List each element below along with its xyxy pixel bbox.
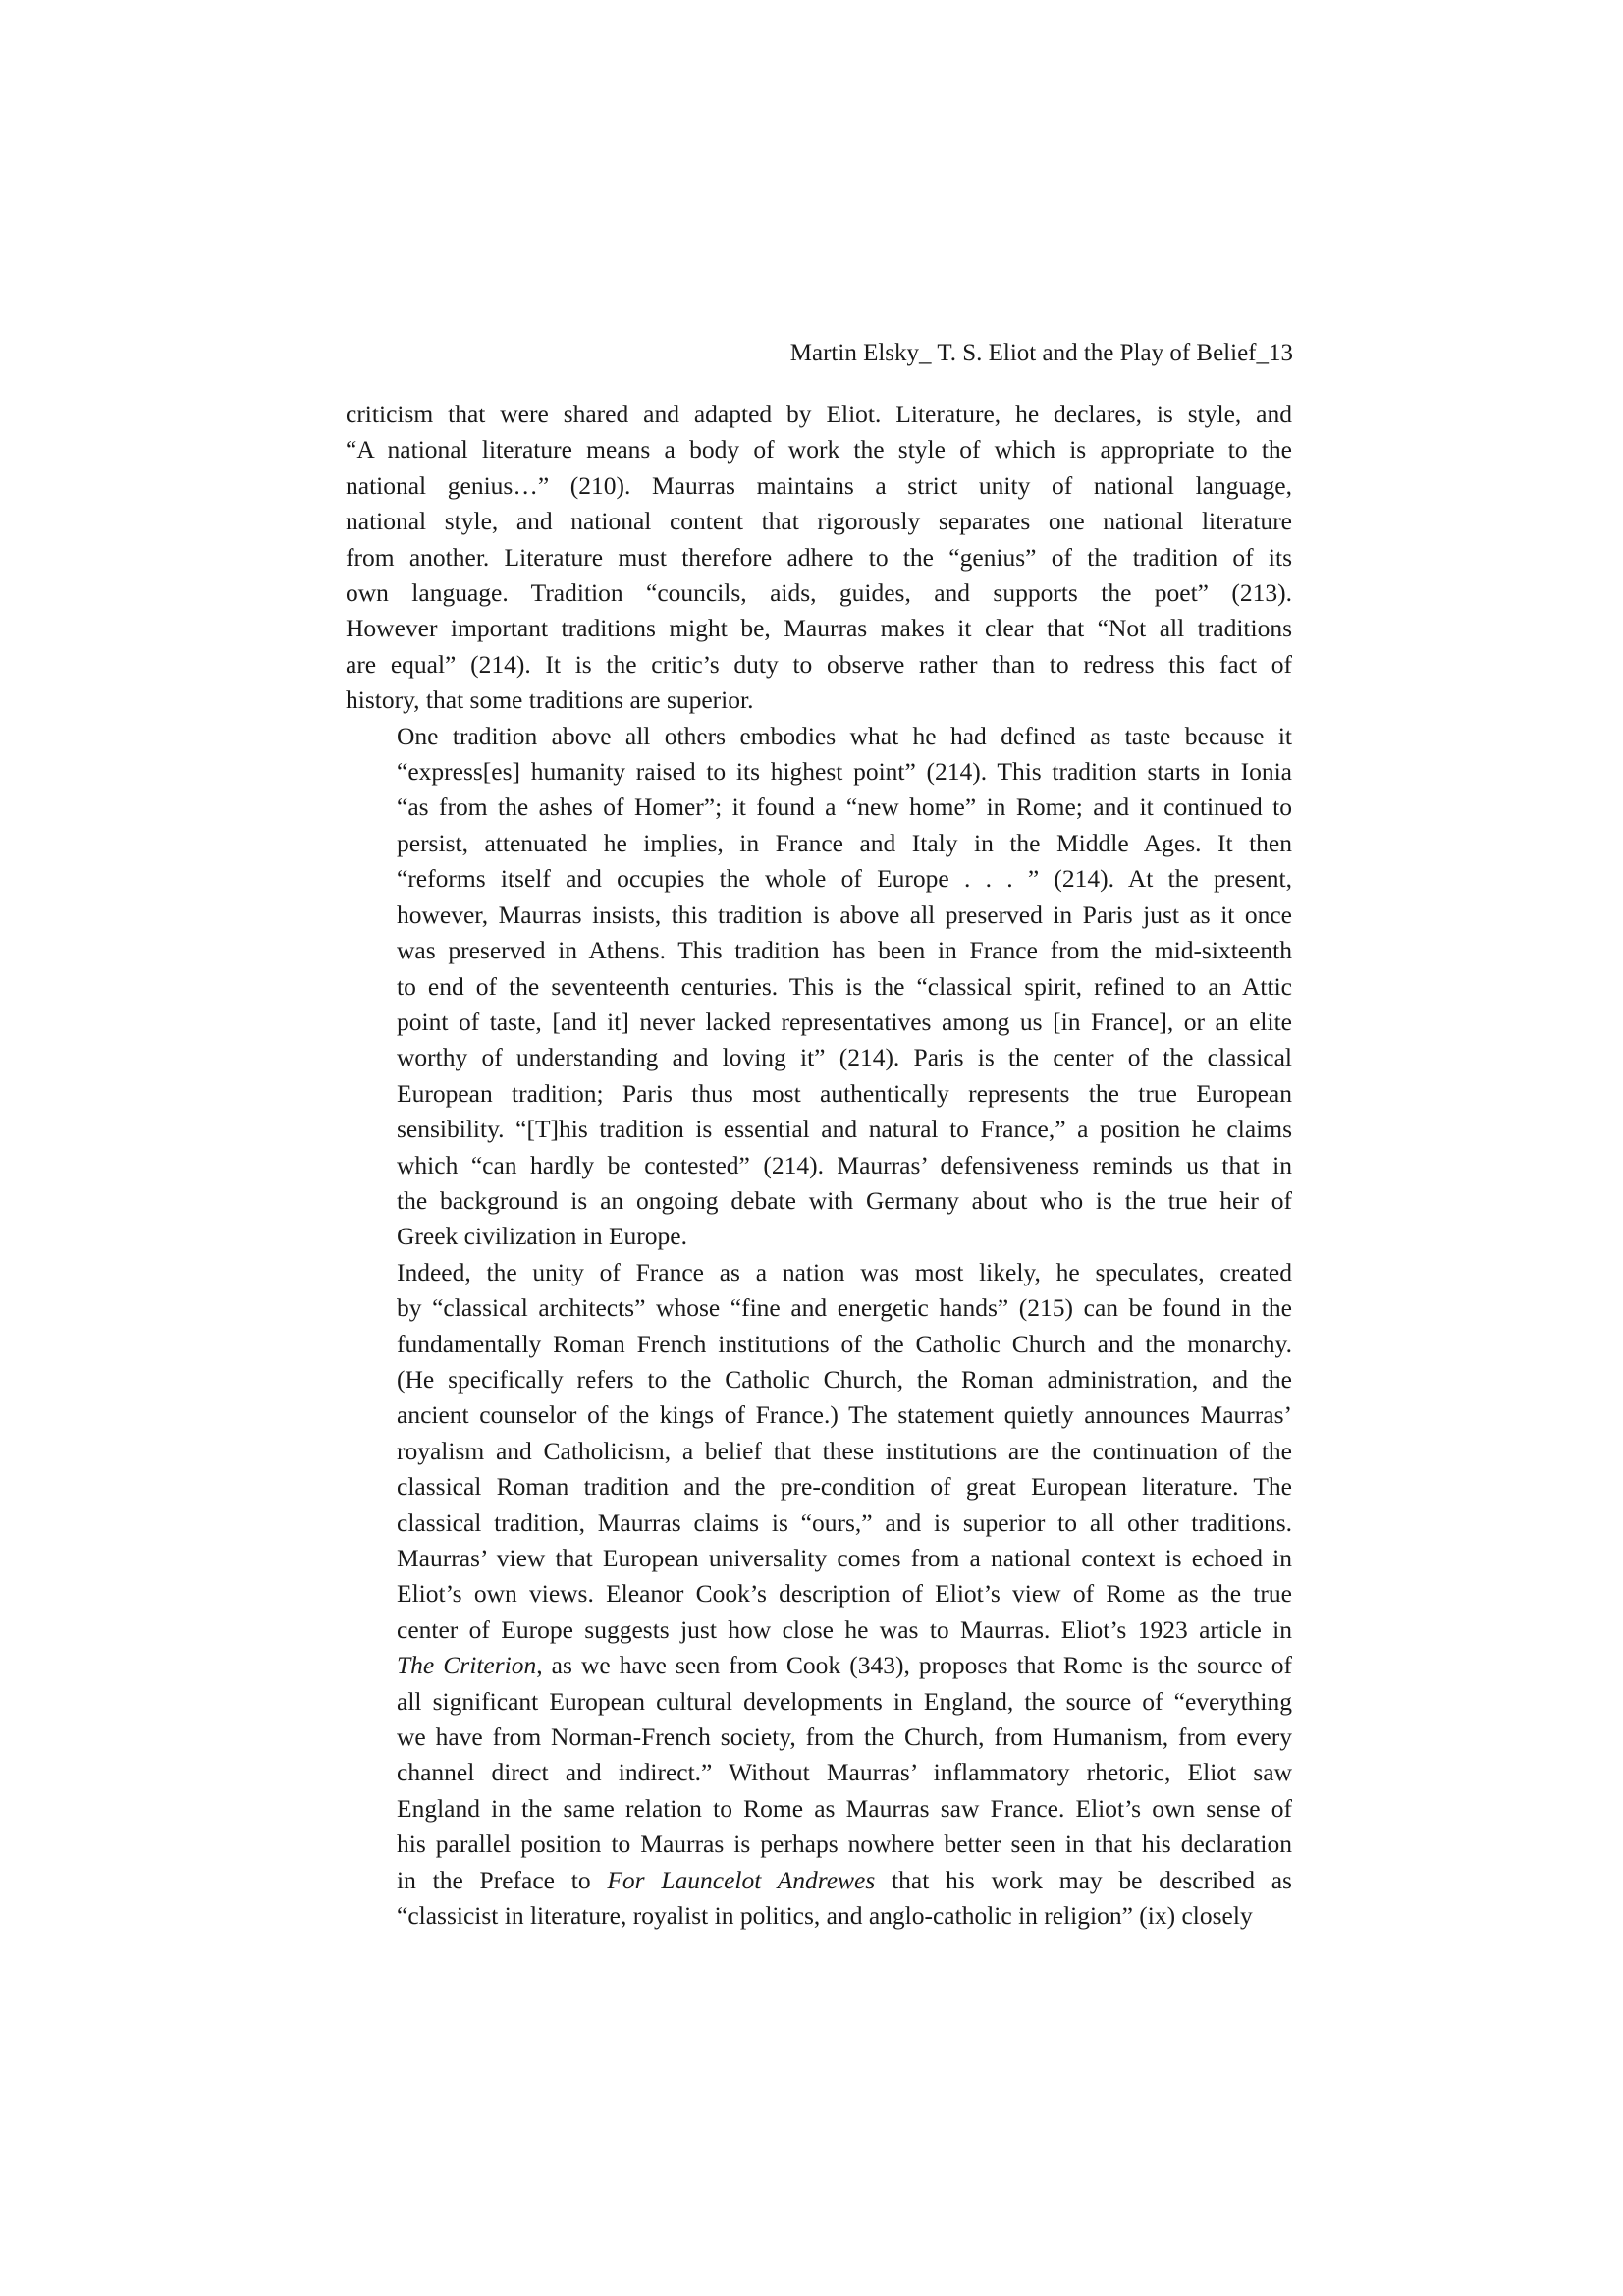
body-text <box>346 397 1292 1934</box>
text-line: we have from Norman-French society, from the Church, from Humanism, from every <box>397 1722 1292 1752</box>
text-line: worthy of understanding and loving it” (214). Paris is the center of the classical <box>397 1043 1292 1072</box>
text-line: “reforms itself and occupies the whole of Europe . . . ” (214). At the present, <box>397 864 1292 894</box>
text-line: the background is an ongoing debate with Germany about who is the true heir of <box>397 1185 1292 1215</box>
text-line: from another. Literature must therefore adhere to the “genius” of the tradition of its <box>346 542 1292 572</box>
text-line: in the Preface to For Launcelot Andrewes that his work may be described as <box>397 1865 1292 1894</box>
text-line: was preserved in Athens. This tradition has been in France from the mid-sixteenth <box>397 936 1292 965</box>
paragraph <box>346 1255 1292 1935</box>
text-line: “A national literature means a body of work the style of which is appropriate to the <box>346 435 1292 465</box>
text-line: national genius…” (210). Maurras maintains a strict unity of national language, <box>346 470 1292 500</box>
text-line: classical tradition, Maurras claims is “ours,” and is superior to all other traditions. <box>397 1507 1292 1537</box>
text-line: Greek civilization in Europe. <box>397 1222 687 1251</box>
text-line: The Criterion, as we have seen from Cook (343), proposes that Rome is the source of <box>397 1651 1292 1680</box>
text-line: “express[es] humanity raised to its highest point” (214). This tradition starts in Ionia <box>397 757 1292 787</box>
text-line: Indeed, the unity of France as a nation was most likely, he speculates, created <box>397 1257 1292 1286</box>
text-line: criticism that were shared and adapted by Eliot. Literature, he declares, is style, and <box>346 400 1292 428</box>
text-line: channel direct and indirect.” Without Maurras’ inflammatory rhetoric, Eliot saw <box>397 1758 1292 1787</box>
text-line: point of taste, [and it] never lacked representatives among us [in France], or an elite <box>397 1007 1292 1036</box>
text-line: sensibility. “[T]his tradition is essential and natural to France,” a position he claims <box>397 1115 1292 1144</box>
text-line: “as from the ashes of Homer”; it found a “new home” in Rome; and it continued to <box>397 793 1292 822</box>
text-line: center of Europe suggests just how close he was to Maurras. Eliot’s 1923 article in <box>397 1614 1292 1644</box>
text-line: European tradition; Paris thus most authentically represents the true European <box>397 1078 1292 1108</box>
text-line: Maurras’ view that European universality comes from a national context is echoed in <box>397 1544 1292 1572</box>
text-line: are equal” (214). It is the critic’s duty to observe rather than to redress this fact of <box>346 649 1292 679</box>
text-line: ancient counselor of the kings of France.) The statement quietly announces Maurras’ <box>397 1400 1292 1430</box>
text-line: which “can hardly be contested” (214). Maurras’ defensiveness reminds us that in <box>397 1150 1292 1179</box>
text-line: however, Maurras insists, this tradition is above all preserved in Paris just as it once <box>397 900 1292 929</box>
running-head: Martin Elsky_ T. S. Eliot and the Play of Belief_13 <box>789 340 1293 366</box>
text-line: his parallel position to Maurras is perhaps nowhere better seen in that his declaration <box>397 1830 1292 1859</box>
text-line: Eliot’s own views. Eleanor Cook’s description of Eliot’s view of Rome as the true <box>397 1579 1292 1609</box>
italic-title: The Criterion <box>397 1651 537 1680</box>
text-line: royalism and Catholicism, a belief that these institutions are the continuation of the <box>397 1436 1292 1465</box>
italic-title: For Launcelot Andrewes <box>607 1865 876 1894</box>
text-line: national style, and national content that rigorously separates one national literature <box>346 507 1292 536</box>
text-line: (He specifically refers to the Catholic Church, the Roman administration, and the <box>397 1364 1292 1394</box>
text-line: all significant European cultural developments in England, the source of “everything <box>397 1686 1292 1716</box>
text-line: persist, attenuated he implies, in France and Italy in the Middle Ages. It then <box>397 828 1292 857</box>
text-line: England in the same relation to Rome as Maurras saw France. Eliot’s own sense of <box>397 1793 1292 1823</box>
text-line: history, that some traditions are superior. <box>346 685 754 715</box>
text-line: by “classical architects” whose “fine and energetic hands” (215) can be found in the <box>397 1293 1292 1323</box>
text-line: One tradition above all others embodies what he had defined as taste because it <box>397 721 1292 750</box>
text-line: fundamentally Roman French institutions of the Catholic Church and the monarchy. <box>397 1329 1292 1358</box>
text-line: However important traditions might be, Maurras makes it clear that “Not all traditions <box>346 614 1292 643</box>
text-line: “classicist in literature, royalist in politics, and anglo-catholic in religion” (ix) closely <box>397 1901 1253 1931</box>
text-line: to end of the seventeenth centuries. This is the “classical spirit, refined to an Attic <box>397 971 1292 1001</box>
text-line: own language. Tradition “councils, aids, guides, and supports the poet” (213). <box>346 578 1292 608</box>
paragraph <box>346 719 1292 1255</box>
text-line: classical Roman tradition and the pre-condition of great European literature. The <box>397 1472 1292 1502</box>
paragraph <box>346 397 1292 719</box>
